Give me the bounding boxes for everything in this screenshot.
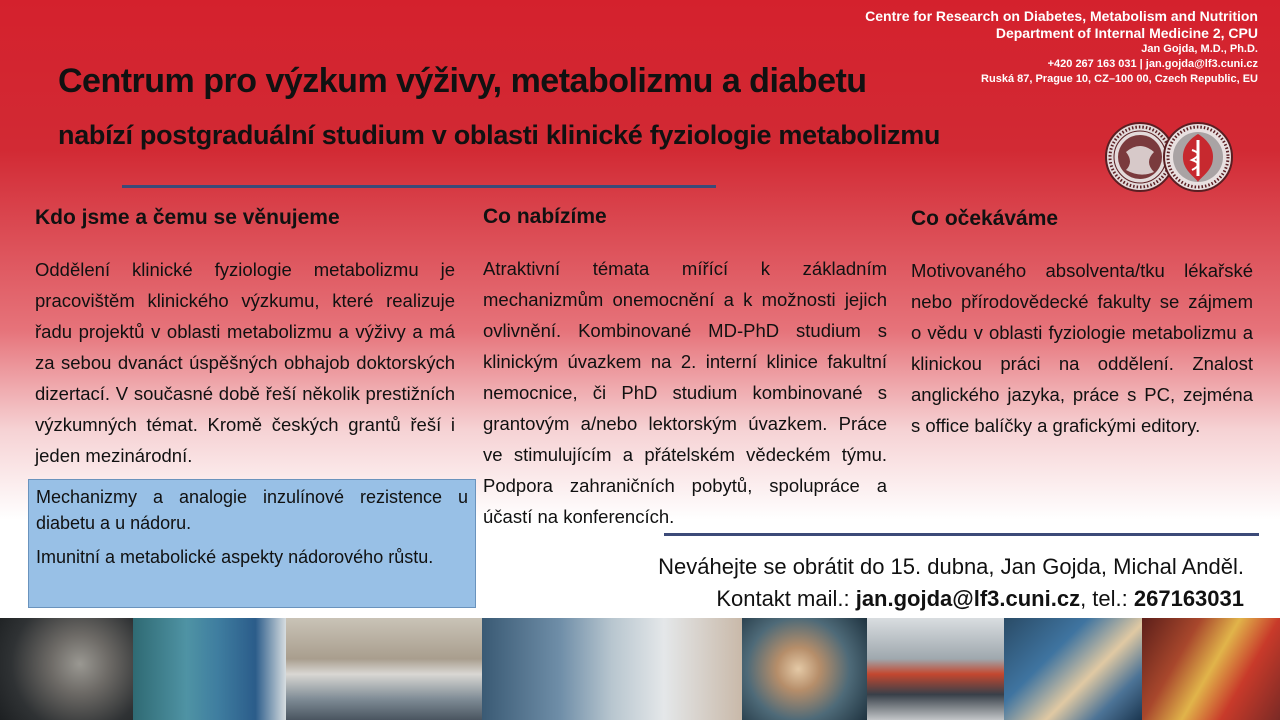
tel-label: , tel.: xyxy=(1080,586,1134,611)
contact-address: Ruská 87, Prague 10, CZ–100 00, Czech Republic, EU xyxy=(981,73,1258,85)
page-subtitle: nabízí postgraduální studium v oblasti klinické fyziologie metabolizmu xyxy=(58,120,941,150)
contact-phone-email: +420 267 163 031 | jan.gojda@lf3.cuni.cz xyxy=(1047,58,1258,70)
contact-email-link[interactable]: jan.gojda@lf3.cuni.cz xyxy=(855,586,1081,611)
hospital-emblem-icon xyxy=(1164,123,1232,191)
column-heading: Co nabízíme xyxy=(483,205,607,228)
department-name: Department of Internal Medicine 2, CPU xyxy=(995,25,1258,41)
research-topics-box xyxy=(28,479,476,608)
contact-phone: 267163031 xyxy=(1133,586,1244,611)
topic-item: Mechanizmy a analogie inzulínové rezistence u diabetu a u nádoru. xyxy=(36,487,468,533)
photo-surgical-team xyxy=(133,618,286,720)
photo-clinic-room xyxy=(482,618,742,720)
column-what-we-expect xyxy=(911,207,1253,441)
contact-person: Jan Gojda, M.D., Ph.D. xyxy=(1141,43,1258,55)
contact-invitation: Neváhejte se obrátit do 15. dubna, Jan Gojda, Michal Anděl. xyxy=(658,554,1244,579)
title-divider xyxy=(122,185,716,188)
photo-procedure xyxy=(742,618,867,720)
contact-line xyxy=(658,583,1244,615)
org-name: Centre for Research on Diabetes, Metabolism and Nutrition xyxy=(865,8,1258,24)
photo-strip xyxy=(0,618,1280,720)
photo-exercise-test xyxy=(867,618,1004,720)
mail-label: Kontakt mail.: xyxy=(716,586,856,611)
column-text: Motivovaného absolventa/tku lékařské nebo přírodovědecké fakulty se zájmem o vědu v oblasti fyziologie metabolizmu a klinickou práci na oddělení. Znalost anglického jazyka, práce s PC, zejména s office balíčky a grafickými editory. xyxy=(911,260,1253,436)
column-heading: Kdo jsme a čemu se věnujeme xyxy=(35,206,340,229)
contact-divider xyxy=(664,533,1259,536)
photo-biopsy xyxy=(1004,618,1142,720)
topic-item: Imunitní a metabolické aspekty nádorového růstu. xyxy=(36,547,434,567)
column-heading: Co očekáváme xyxy=(911,207,1059,230)
column-text: Atraktivní témata mířící k základním mechanizmům onemocnění a k možnosti jejich ovlivnění. Kombinované MD-PhD studium s klinickým úvazkem na 2. interní klinice fakultní nemocnice, či PhD studium kombinované s grantovým a/nebo lektorským úvazkem. Práce ve stimulujícím a přátelském vědeckém týmu. Podpora zahraničních pobytů, spolupráce a účastí na konferencích. xyxy=(483,258,887,527)
photo-lab-samples xyxy=(1142,618,1280,720)
organization-header xyxy=(865,8,1258,87)
seals xyxy=(1104,112,1234,202)
page-title: Centrum pro výzkum výživy, metabolizmu a diabetu xyxy=(58,62,867,100)
photo-patient-hood xyxy=(0,618,133,720)
column-what-we-offer xyxy=(483,205,887,532)
photo-nurse-lab xyxy=(286,618,482,720)
column-who-we-are xyxy=(35,206,455,471)
contact-block xyxy=(658,551,1244,615)
column-text: Oddělení klinické fyziologie metabolizmu je pracovištěm klinického výzkumu, které realizuje řadu projektů v oblasti metabolizmu a výživy a má za sebou dvanáct úspěšných obhajob doktorských dizertací. V současné době řeší několik prestižních výzkumných témat. Kromě českých grantů řeší i jeden mezinárodní. xyxy=(35,259,455,466)
